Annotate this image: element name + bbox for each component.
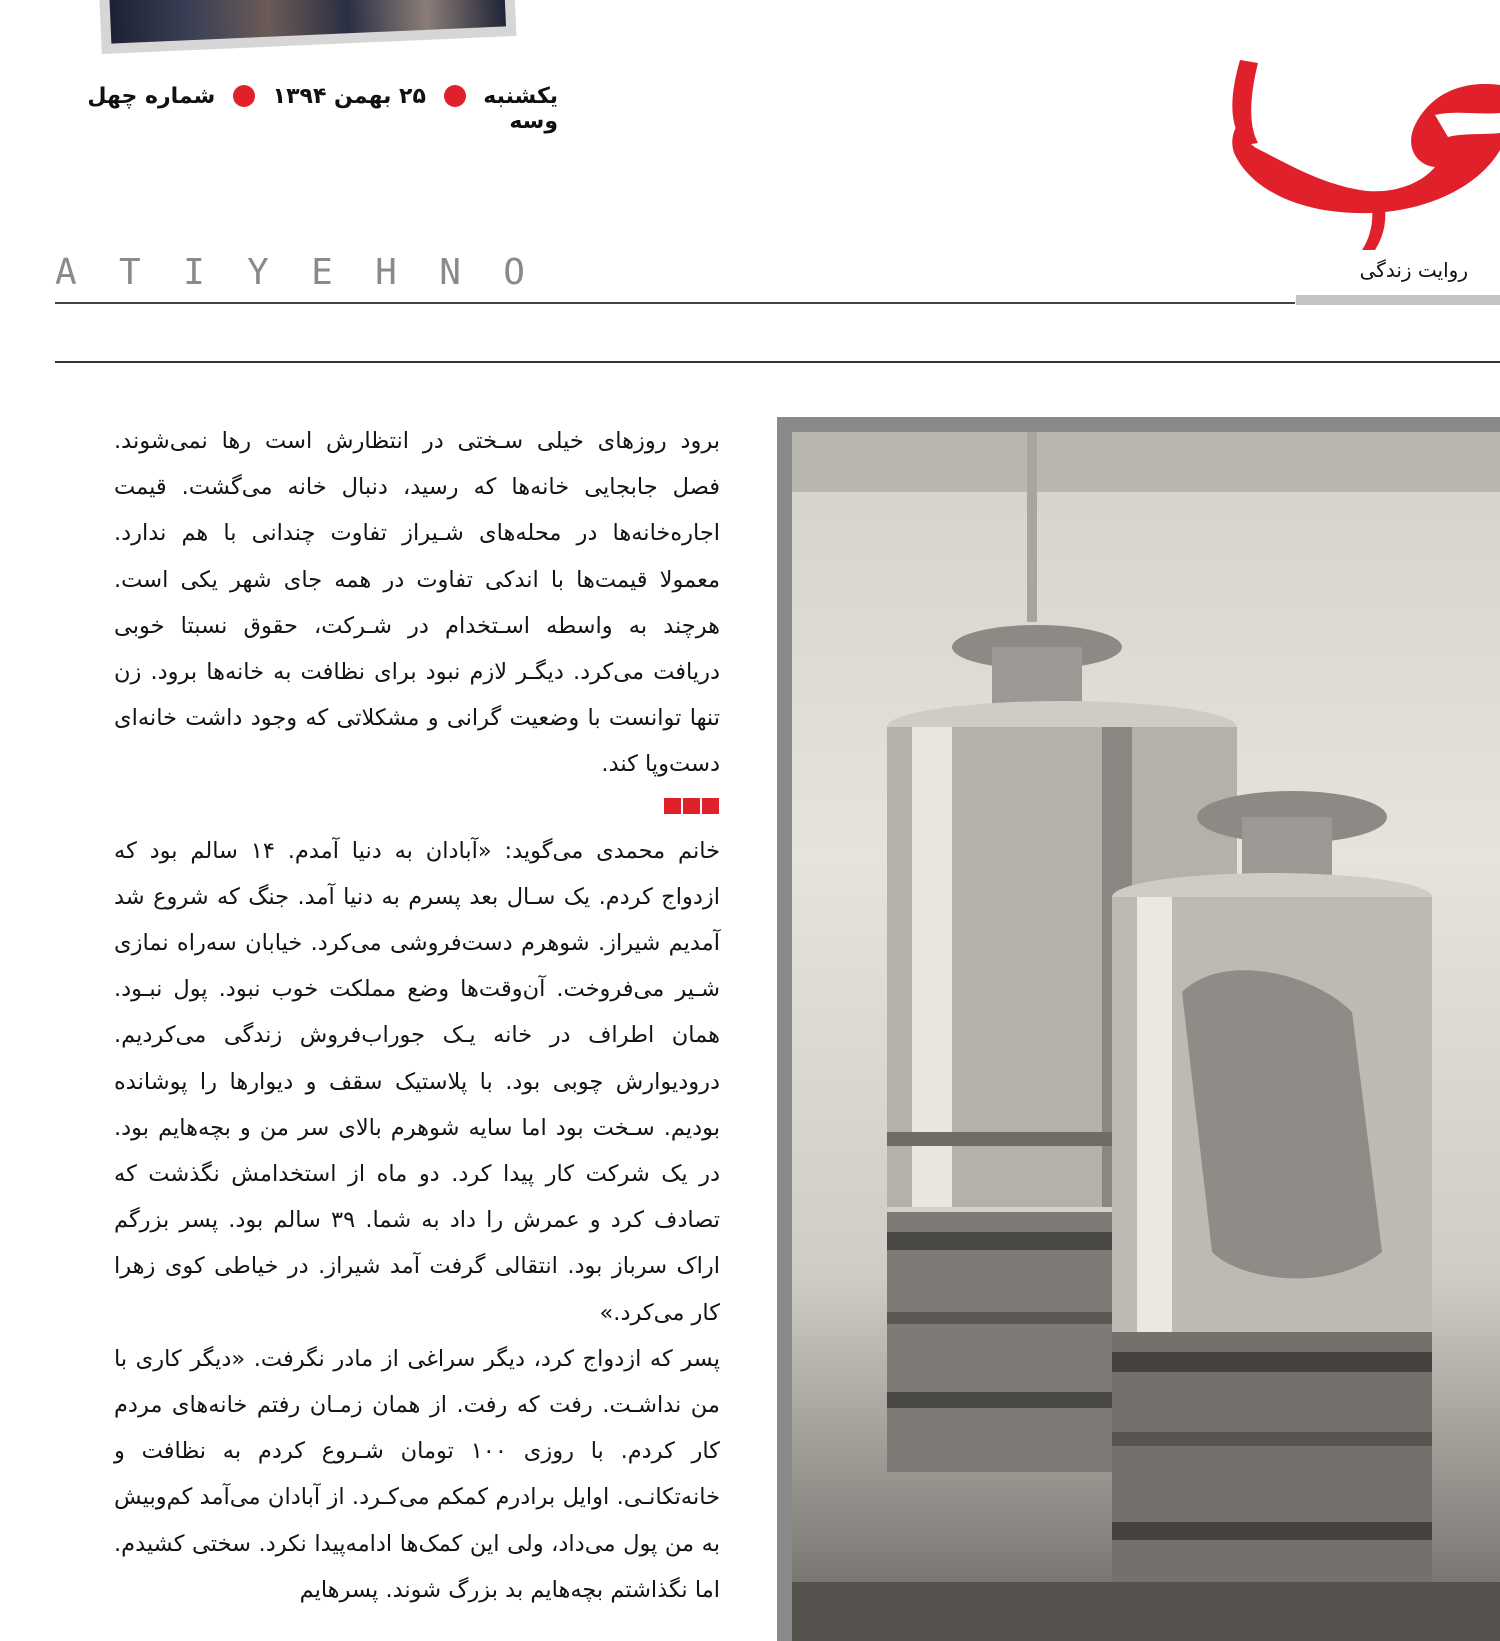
spaced-letter: N <box>439 252 461 293</box>
dateline-date: ۲۵ بهمن ۱۳۹۴ <box>272 84 426 109</box>
spaced-letter: I <box>183 252 205 293</box>
spaced-letter: A <box>55 252 77 293</box>
section-rule <box>55 361 1500 363</box>
dateline <box>58 84 558 134</box>
samovar-illustration <box>792 432 1500 1641</box>
logo-subtitle: روایت زندگی <box>1359 258 1468 282</box>
spaced-letter: T <box>119 252 141 293</box>
top-photo <box>109 0 506 44</box>
header-rule <box>55 302 1295 304</box>
samovar-photo <box>792 432 1500 1641</box>
section-separator <box>114 798 720 816</box>
article-paragraph: برود روزهای خیلی سـختی در انتظارش است رها نمی‌شوند. فصل جابجایی خانه‌ها که رسید، دنبال خانه می‌گشت. قیمت اجاره‌خانه‌ها در محله‌های شـیراز تفاوت چندانی با هم ندارد. معمولا قیمت‌ها با اندکی تفاوت در همه جای شهر یکی است. هرچند به واسطه اسـتخدام در شـرکت، حقوق نسبتا خوبی دریافت می‌کرد. دیگـر لازم نبود برای نظافت به خانه‌ها برود. زن تنها توانست با وضعیت گرانی و مشکلاتی که وجود داشت خانه‌ای دست‌وپا کند. <box>114 428 720 778</box>
spaced-letters <box>55 252 525 293</box>
red-dot-icon <box>444 85 466 107</box>
spaced-letter: O <box>503 252 525 293</box>
article-paragraph: خانم محمدی می‌گوید: «آبادان به دنیا آمدم. ۱۴ سالم بود که ازدواج کردم. یک سـال بعد پسرم به دنیا آمد. جنگ که شروع شد آمدیم شیراز. شوهرم دست‌فروشی می‌کرد. خیابان سه‌راه نمازی شـیر می‌فروخت. آن‌وقت‌ها وضع مملکت خوب نبود. پول نبـود. همان اطراف در خانه یـک جوراب‌فروش زندگی می‌کردیم. درودیوارش چوبی بود. با پلاستیک سقف و دیوارها را پوشانده بودیم. سـخت بود اما سایه شوهرم بالای سر من و بچه‌هایم بود. در یک شرکت کار پیدا کرد. دو ماه از استخدامش نگذشت که تصادف کرد و عمرش را داد به شما. ۳۹ سالم بود. پسر بزرگم اراک سرباز بود. انتقالی گرفت آمد شیراز. در خیاطی کوی زهرا کار می‌کرد.» <box>114 837 720 1326</box>
header-rule-accent <box>1296 295 1500 305</box>
dateline-issue: شماره چهل وسه <box>87 84 558 134</box>
article-column <box>114 418 720 1613</box>
dateline-day: یکشنبه <box>483 84 558 109</box>
spaced-letter: Y <box>247 252 269 293</box>
top-photo-strip <box>99 0 517 54</box>
magazine-logo <box>1200 55 1500 255</box>
red-dot-icon <box>233 85 255 107</box>
spaced-letter: H <box>375 252 397 293</box>
article-paragraph: پسر که ازدواج کرد، دیگر سراغی از مادر نگرفت. «دیگر کاری با من نداشـت. رفت که رفت. از همان زمـان رفتم خانه‌های مردم کار کردم. با روزی ۱۰۰ تومان شـروع کردم به نظافت و خانه‌تکانـی. اوایل برادرم کمکم می‌کـرد. از آبادان می‌آمد کم‌وبیش به من پول می‌داد، ولی این کمک‌ها ادامه‌پیدا نکرد. سختی کشیدم. اما نگذاشتم بچه‌هایم بد بزرگ شوند. پسرهایم <box>114 1345 720 1603</box>
logo-graphic <box>1200 55 1500 255</box>
spaced-letter: E <box>311 252 333 293</box>
photo-frame <box>777 417 1500 1641</box>
